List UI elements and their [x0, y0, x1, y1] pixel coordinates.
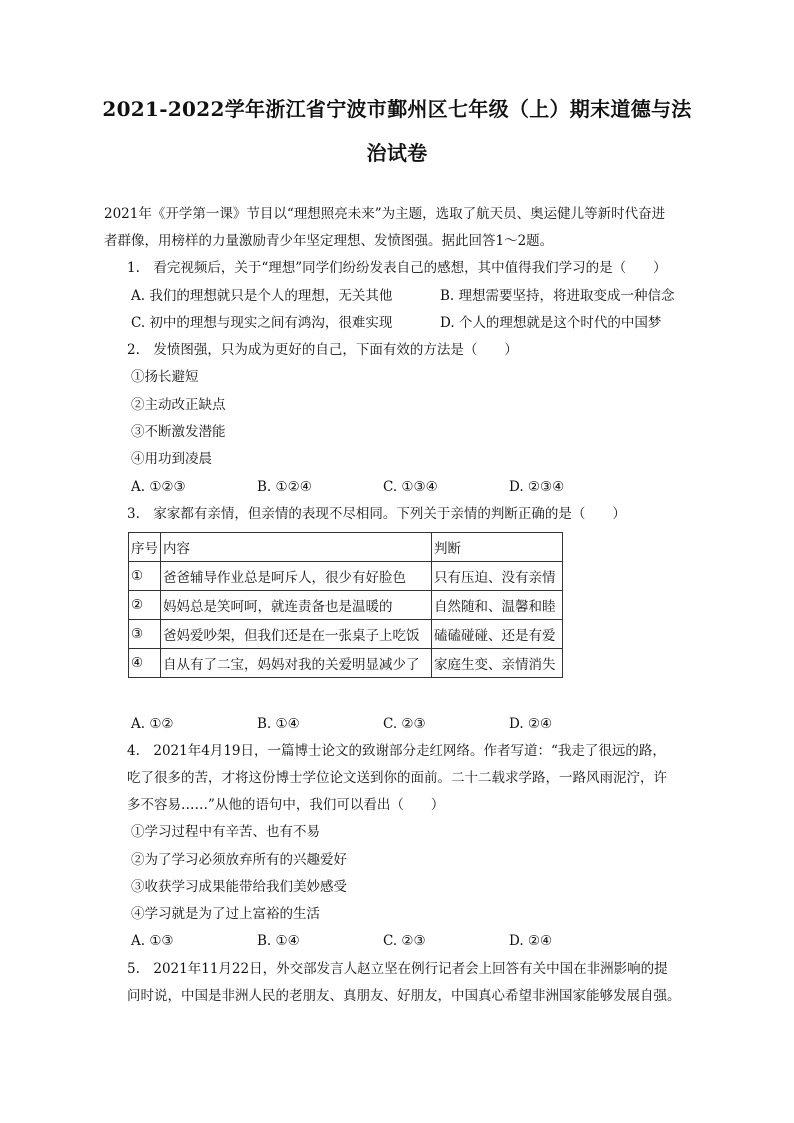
- q4-line1: 4. 2021年4月19日，一篇博士论文的致谢部分走红网络。作者写道：“我走了很远的路，: [127, 743, 666, 759]
- q2-option-b: B. ①②④: [257, 479, 312, 495]
- q2-item: ①扬长避短: [131, 369, 199, 385]
- table-row: [129, 649, 563, 678]
- q3-option-d: D. ②④: [509, 716, 553, 732]
- q1-option-b: B. 理想需要坚持，将进取变成一种信念: [440, 288, 675, 304]
- q2-option-d: D. ②③④: [509, 479, 565, 495]
- q4-line2: 吃了很多的苦，才将这份博士学位论文送到你的面前。二十二载求学路，一路风雨泥泞，许: [127, 770, 667, 786]
- table-cell: ①: [129, 562, 161, 591]
- q1-stem: 1. 看完视频后，关于“理想”同学们纷纷发表自己的感想，其中值得我们学习的是（ ）: [127, 260, 667, 276]
- q3-stem: 3. 家家都有亲情，但亲情的表现不尽相同。下列关于亲情的判断正确的是（ ）: [127, 506, 626, 522]
- q2-item: ②主动改正缺点: [131, 397, 226, 413]
- table-header-cell: 序号: [129, 533, 161, 562]
- q4-option-c: C. ②③: [383, 933, 426, 949]
- table-cell: ③: [129, 620, 161, 649]
- table-header-cell: 判断: [432, 533, 563, 562]
- table-row: [129, 620, 563, 649]
- q3-option-c: C. ②③: [383, 716, 426, 732]
- table-cell: 妈妈总是笑呵呵，就连责备也是温暖的: [161, 591, 432, 620]
- table-cell: ②: [129, 591, 161, 620]
- table-cell: ④: [129, 649, 161, 678]
- table-cell: 只有压迫、没有亲情: [432, 562, 563, 591]
- q2-stem: 2. 发愤图强，只为成为更好的自己，下面有效的方法是（ ）: [127, 342, 518, 358]
- exam-title-line1: 2021-2022学年浙江省宁波市鄞州区七年级（上）期末道德与法: [102, 97, 692, 121]
- table-cell: 家庭生变、亲情消失: [432, 649, 563, 678]
- q3-option-b: B. ①④: [257, 716, 300, 732]
- table-header-row: [129, 533, 563, 562]
- table-cell: 自然随和、温馨和睦: [432, 591, 563, 620]
- table-cell: 爸妈爱吵架，但我们还是在一张桌子上吃饭: [161, 620, 432, 649]
- table-header-cell: 内容: [161, 533, 432, 562]
- exam-title-line2: 治试卷: [366, 141, 428, 165]
- table-row: [129, 562, 563, 591]
- intro-line2: 者群像，用榜样的力量激励青少年坚定理想、发愤图强。据此回答1～2题。: [104, 233, 554, 249]
- q4-option-d: D. ②④: [509, 933, 553, 949]
- q2-item: ④用功到凌晨: [131, 451, 212, 467]
- table-row: [129, 591, 563, 620]
- table-cell: 磕磕碰碰、还是有爱: [432, 620, 563, 649]
- q4-item: ①学习过程中有辛苦、也有不易: [131, 824, 320, 840]
- family-affection-table: [128, 532, 563, 678]
- q2-item: ③不断激发潜能: [131, 424, 226, 440]
- q2-option-c: C. ①③④: [383, 479, 438, 495]
- q4-line3: 多不容易……”从他的语句中，我们可以看出（ ）: [127, 797, 445, 813]
- q4-item: ③收获学习成果能带给我们美妙感受: [131, 879, 347, 895]
- q3-option-a: A. ①②: [131, 716, 174, 732]
- q4-item: ②为了学习必须放弃所有的兴趣爱好: [131, 852, 347, 868]
- q1-option-a: A. 我们的理想就只是个人的理想，无关其他: [131, 288, 393, 304]
- q5-line1: 5. 2021年11月22日，外交部发言人赵立坚在例行记者会上回答有关中国在非洲影响的提: [127, 961, 668, 977]
- intro-line1: 2021年《开学第一课》节目以“理想照亮未来”为主题，选取了航天员、奥运健儿等新时代奋进: [104, 206, 666, 222]
- q4-item: ④学习就是为了过上富裕的生活: [131, 906, 320, 922]
- table-cell: 自从有了二宝，妈妈对我的关爱明显减少了: [161, 649, 432, 678]
- q1-option-c: C. 初中的理想与现实之间有鸿沟，很难实现: [131, 315, 393, 331]
- q1-option-d: D. 个人的理想就是这个时代的中国梦: [440, 315, 662, 331]
- q2-option-a: A. ①②③: [131, 479, 186, 495]
- q4-option-b: B. ①④: [257, 933, 300, 949]
- q4-option-a: A. ①③: [131, 933, 174, 949]
- q5-line2: 问时说，中国是非洲人民的老朋友、真朋友、好朋友，中国真心希望非洲国家能够发展自强。: [127, 988, 681, 1004]
- table-cell: 爸爸辅导作业总是呵斥人，很少有好脸色: [161, 562, 432, 591]
